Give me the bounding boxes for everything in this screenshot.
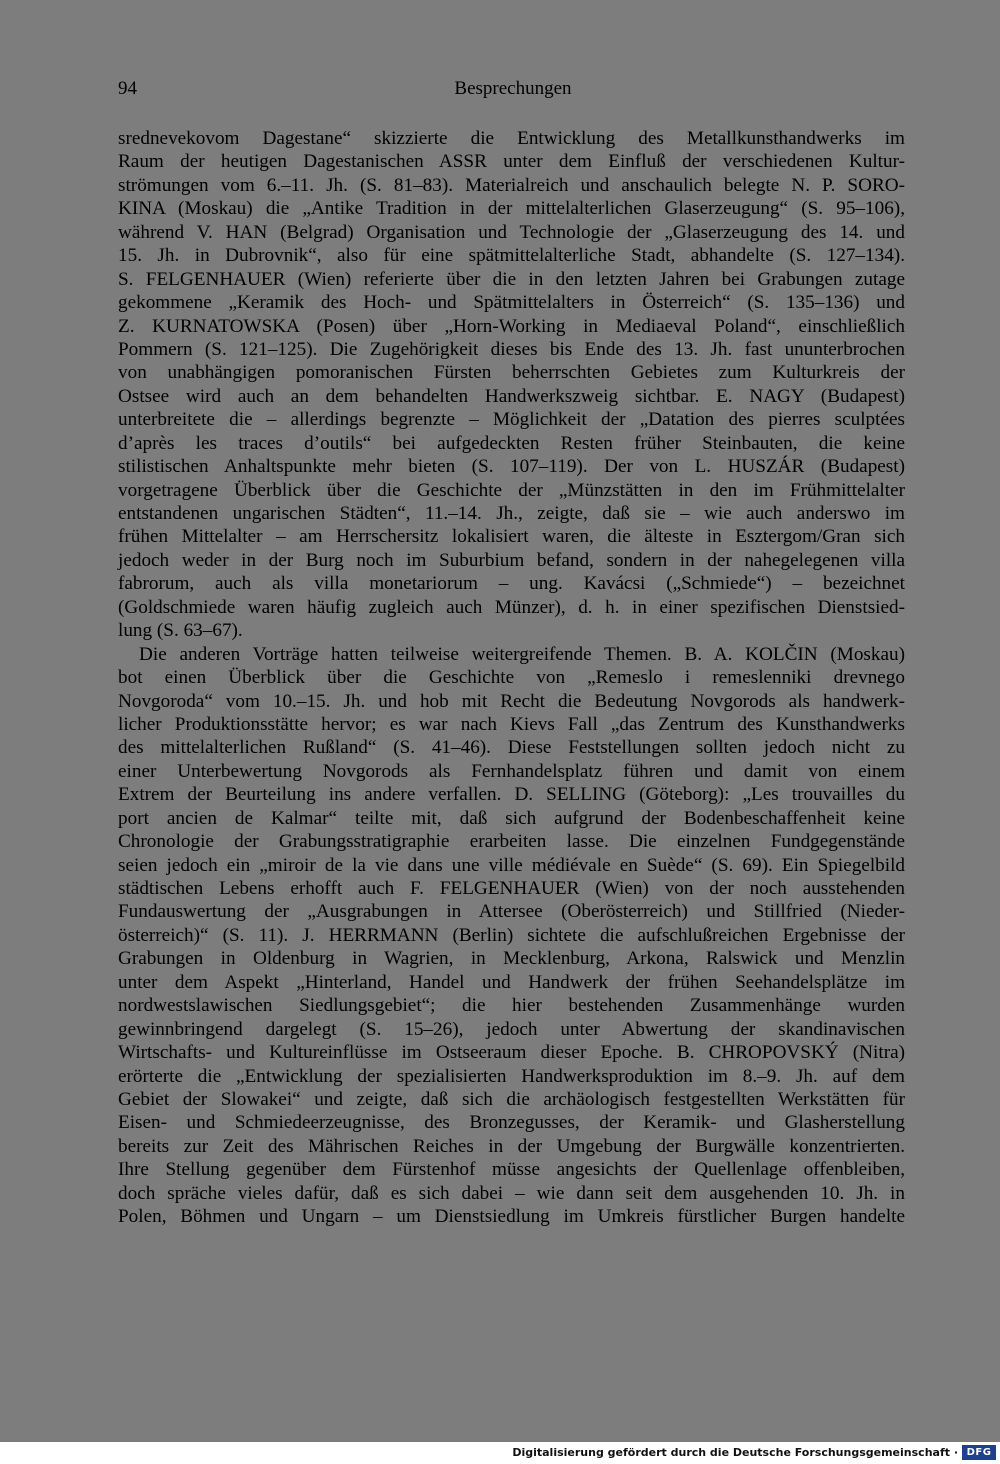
text-line: srednevekovom Dagestane“ skizzierte die Entwicklung des Metallkunsthandwerks im — [118, 128, 905, 149]
text-line: Gebiet der Slowakei“ und zeigte, daß sich die archäologisch festgestellten Werkstätten für — [118, 1088, 905, 1110]
text-line: gewinnbringend dargelegt (S. 15–26), jedoch unter Abwertung der skandinavischen — [118, 1018, 905, 1040]
text-line: fabrorum, auch als villa monetariorum – ung. Kavácsi („Schmiede“) – bezeichnet — [118, 573, 905, 595]
text-line: während V. HAN (Belgrad) Organisation und Technologie der „Glaserzeugung des 14. und — [118, 221, 905, 243]
text-line: Fundauswertung der „Ausgrabungen in Attersee (Oberösterreich) und Stillfried (Nieder- — [118, 901, 905, 923]
text-line: port ancien de Kalmar“ teilte mit, daß sich aufgrund der Bodenbeschaffenheit keine — [118, 807, 905, 829]
text-line: städtischen Lebens erhofft auch F. FELGENHAUER (Wien) von der noch ausstehenden — [118, 878, 905, 899]
text-line: österreich)“ (S. 11). J. HERRMANN (Berlin) sichtete die aufschlußreichen Ergebnisse der — [118, 924, 905, 946]
text-line: Eisen- und Schmiedeerzeugnisse, des Bronzegusses, der Keramik- und Glasherstellung — [118, 1112, 905, 1134]
text-line: bot einen Überblick über die Geschichte von „Remeslo i remeslenniki drevnego — [118, 667, 905, 689]
text-line: strömungen vom 6.–11. Jh. (S. 81–83). Materialreich und anschaulich belegte N. P. SORO- — [118, 174, 905, 196]
page-number: 94 — [118, 78, 137, 99]
page-header — [118, 78, 908, 106]
text-line: KINA (Moskau) die „Antike Tradition in der mittelalterlichen Glaserzeugung“ (S. 95–106), — [118, 198, 905, 220]
text-line: von unabhängigen pomoranischen Fürsten beherrschten Gebietes zum Kulturkreis der — [118, 362, 905, 384]
text-line: vorgetragene Überblick über die Geschichte der „Münzstätten in den im Frühmittelalter — [118, 479, 905, 501]
text-line: seien jedoch ein „miroir de la vie dans une ville médiévale en Suède“ (S. 69). Ein Spiegelbild — [118, 854, 905, 876]
text-line: (Goldschmiede waren häufig zugleich auch Münzer), d. h. in einer spezifischen Dienstsied- — [118, 596, 905, 618]
text-line: frühen Mittelalter – am Herrschersitz lokalisiert waren, die älteste in Esztergom/Gran sich — [118, 526, 905, 548]
text-line: Ihre Stellung gegenüber dem Fürstenhof müsse angesichts der Quellenlage offenbleiben, — [118, 1159, 905, 1181]
paragraph-end-line: lung (S. 63–67). — [118, 620, 243, 642]
text-line: bereits zur Zeit des Mährischen Reiches in der Umgebung der Burgwälle konzentrierten. — [118, 1135, 905, 1157]
text-line: d’après les traces d’outils“ bei aufgedeckten Resten früher Steinbauten, die keine — [118, 432, 905, 454]
text-line: unter dem Aspekt „Hinterland, Handel und Handwerk der frühen Seehandelsplätze im — [118, 971, 905, 993]
text-line: einer Unterbewertung Novgorods als Fernhandelsplatz führen und damit von einem — [118, 760, 905, 782]
text-line: Polen, Böhmen und Ungarn – um Dienstsiedlung im Umkreis fürstlicher Burgen handelte — [118, 1206, 905, 1228]
text-line: entstandenen ungarischen Städten“, 11.–14. Jh., zeigte, daß sie – wie auch anderswo im — [118, 503, 905, 524]
text-line: Pommern (S. 121–125). Die Zugehörigkeit dieses bis Ende des 13. Jh. fast ununterbrochen — [118, 338, 905, 360]
text-line: licher Produktionsstätte hervor; es war nach Kievs Fall „das Zentrum des Kunsthandwerks — [118, 713, 905, 735]
footer-bar — [0, 1442, 1000, 1464]
paragraph-start-line: Die anderen Vorträge hatten teilweise weitergreifende Themen. B. A. KOLČIN (Moskau) — [139, 643, 905, 665]
text-line: des mittelalterlichen Rußland“ (S. 41–46). Diese Feststellungen sollten jedoch nicht zu — [118, 737, 905, 759]
text-line: Chronologie der Grabungsstratigraphie erarbeiten lasse. Die einzelnen Fundgegenstände — [118, 831, 905, 853]
text-line: stilistischen Anhaltspunkte mehr bieten (S. 107–119). Der von L. HUSZÁR (Budapest) — [118, 456, 905, 478]
text-line: jedoch weder in der Burg noch im Suburbium befand, sondern in der nahegelegenen villa — [118, 549, 905, 571]
digitization-credit: Digitalisierung gefördert durch die Deutsche Forschungsgemeinschaft · — [512, 1446, 958, 1459]
text-line: 15. Jh. in Dubrovnik“, also für eine spätmittelalterliche Stadt, abhandelte (S. 127–134). — [118, 245, 905, 267]
text-line: Ostsee wird auch an dem behandelten Handwerkszweig sichtbar. E. NAGY (Budapest) — [118, 385, 905, 407]
text-line: doch spräche vieles dafür, daß es sich dabei – wie dann seit dem ausgehenden 10. Jh. in — [118, 1182, 905, 1204]
dfg-logo: DFG — [962, 1445, 996, 1460]
text-line: unterbreitete die – allerdings begrenzte – Möglichkeit der „Datation des pierres sculptées — [118, 409, 905, 431]
text-line: erörterte die „Entwicklung der spezialisierten Handwerksproduktion im 8.–9. Jh. auf dem — [118, 1065, 905, 1087]
running-head: Besprechungen — [454, 78, 572, 99]
text-line: Z. KURNATOWSKA (Posen) über „Horn-Working in Mediaeval Poland“, einschließlich — [118, 315, 905, 337]
text-line: Raum der heutigen Dagestanischen ASSR unter dem Einfluß der verschiedenen Kultur- — [118, 151, 905, 173]
text-line: Wirtschafts- und Kultureinflüsse im Ostseeraum dieser Epoche. B. CHROPOVSKÝ (Nitra) — [118, 1042, 905, 1064]
text-line: gekommene „Keramik des Hoch- und Spätmittelalters in Österreich“ (S. 135–136) und — [118, 292, 905, 314]
body-text — [118, 127, 905, 1229]
text-line: Grabungen in Oldenburg in Wagrien, in Mecklenburg, Arkona, Ralswick und Menzlin — [118, 948, 905, 970]
text-line: Novgoroda“ vom 10.–15. Jh. und hob mit Recht die Bedeutung Novgorods als handwerk- — [118, 690, 905, 712]
text-line: Extrem der Beurteilung ins andere verfallen. D. SELLING (Göteborg): „Les trouvailles du — [118, 784, 905, 806]
text-line: nordwestslawischen Siedlungsgebiet“; die hier bestehenden Zusammenhänge wurden — [118, 995, 905, 1017]
text-line: S. FELGENHAUER (Wien) referierte über die in den letzten Jahren bei Grabungen zutage — [118, 268, 905, 290]
